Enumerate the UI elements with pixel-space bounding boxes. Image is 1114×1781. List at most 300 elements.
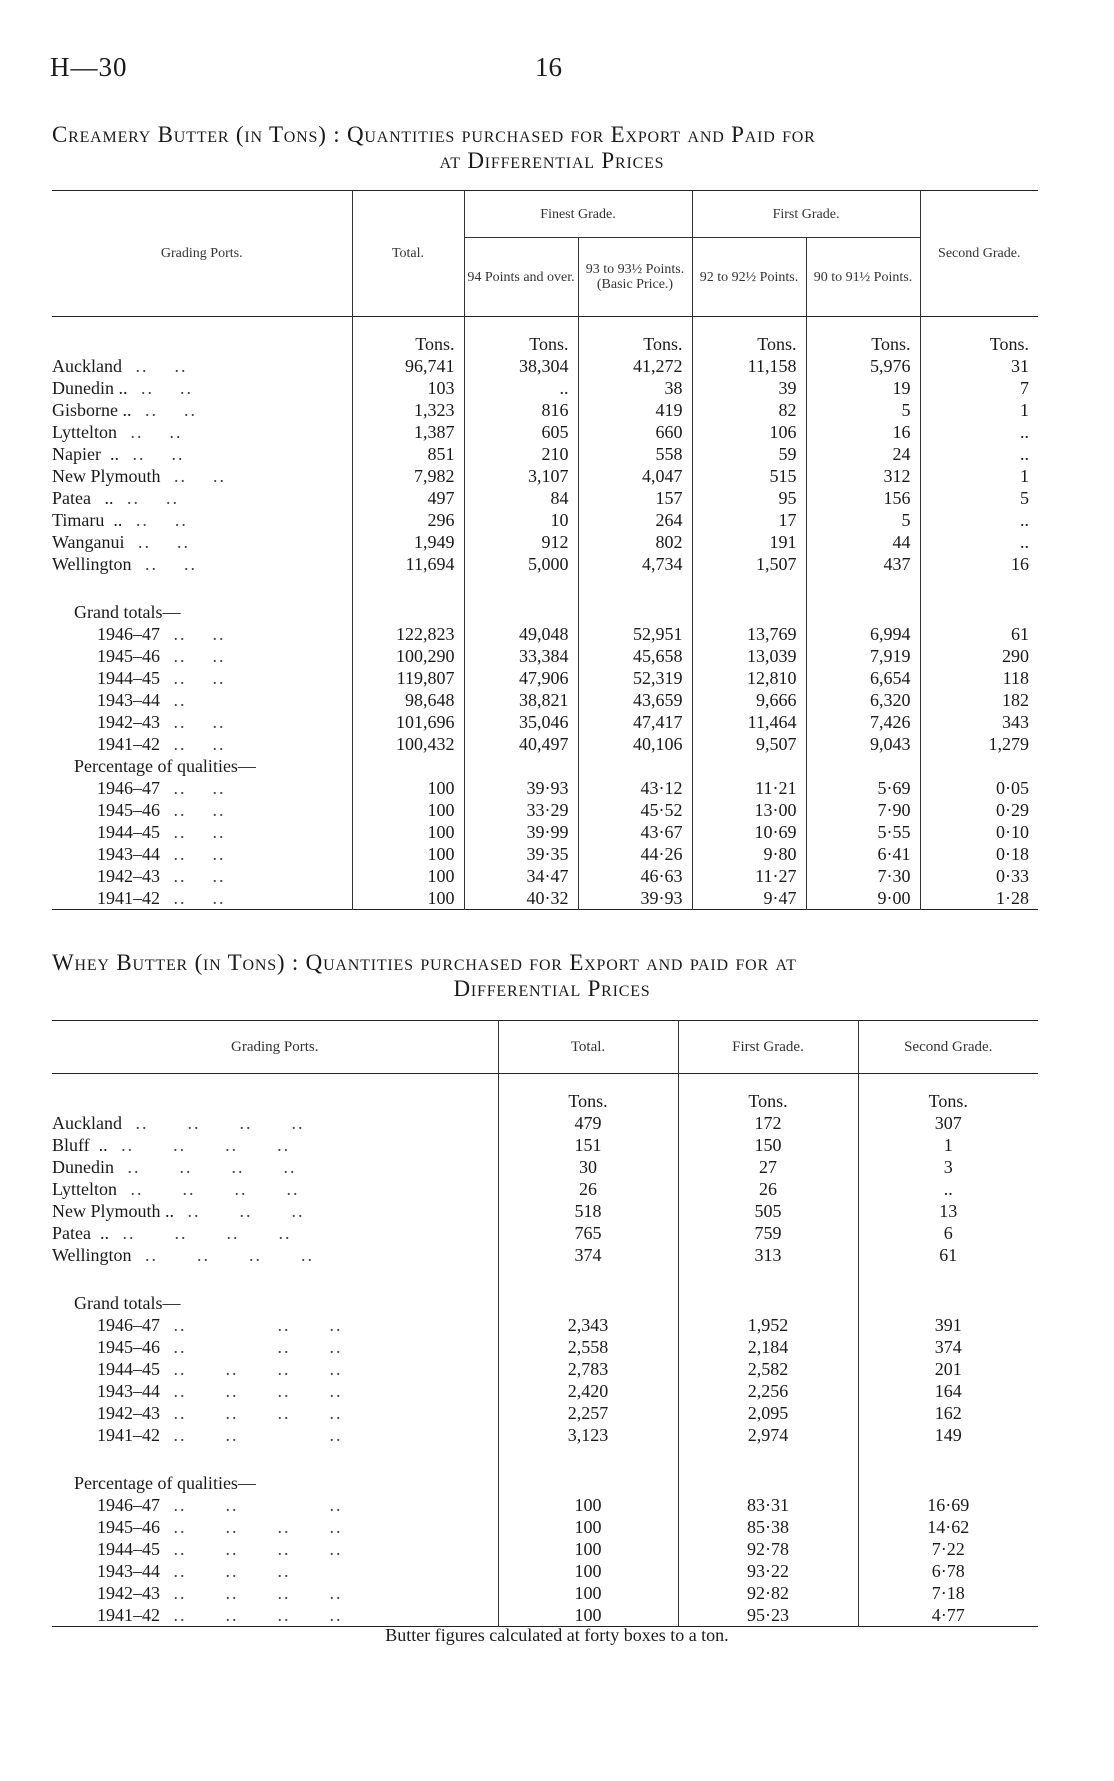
value-cell: 49,048	[464, 623, 578, 645]
table-row	[52, 1336, 1038, 1358]
leader-dots: .. .. .. ..	[173, 1403, 343, 1423]
value-cell: 4·77	[858, 1604, 1038, 1627]
table-row	[52, 843, 1038, 865]
row-label: 1941–42	[97, 1425, 160, 1445]
section-gap	[52, 1266, 1038, 1292]
row-label-cell	[52, 1336, 498, 1358]
value-cell: ..	[920, 443, 1038, 465]
value-cell: 13·00	[692, 799, 806, 821]
value-cell: 157	[578, 487, 692, 509]
value-cell: ..	[858, 1178, 1038, 1200]
value-cell: 106	[692, 421, 806, 443]
value-cell: 103	[352, 377, 464, 399]
unit-label: Tons.	[920, 317, 1038, 356]
row-label: 1942–43	[97, 1403, 160, 1423]
value-cell: 11·27	[692, 865, 806, 887]
value-cell: 30	[498, 1156, 678, 1178]
gap-cell	[692, 575, 806, 601]
col-header-94-points: 94 Points and over.	[464, 238, 578, 317]
row-label-cell	[52, 865, 352, 887]
value-cell: 479	[498, 1112, 678, 1134]
leader-dots: .. ..	[173, 888, 226, 908]
row-label-cell	[52, 689, 352, 711]
leader-dots: .. ..	[138, 532, 191, 552]
leader-dots: .. ..	[135, 510, 188, 530]
value-cell: 2,783	[498, 1358, 678, 1380]
row-label-cell	[52, 623, 352, 645]
row-label-cell	[52, 1380, 498, 1402]
value-cell: 6,994	[806, 623, 920, 645]
row-label-cell	[52, 465, 352, 487]
value-cell: 1,387	[352, 421, 464, 443]
table-row	[52, 399, 1038, 421]
row-label: Auckland	[52, 1113, 122, 1133]
value-cell: 5·55	[806, 821, 920, 843]
value-cell: 0·18	[920, 843, 1038, 865]
row-label: Wellington	[52, 1245, 132, 1265]
section-heading: Grand totals—	[74, 602, 181, 622]
leader-dots: .. .. ..	[173, 1337, 343, 1357]
value-cell: 374	[858, 1336, 1038, 1358]
col-header-finest-grade: Finest Grade.	[464, 191, 692, 238]
col-header-second-grade: Second Grade.	[920, 191, 1038, 317]
row-label-cell	[52, 887, 352, 910]
table-row	[52, 355, 1038, 377]
table-row	[52, 1244, 1038, 1266]
leader-dots: .. ..	[173, 778, 226, 798]
empty-cell	[920, 755, 1038, 777]
creamery-totals-body	[52, 575, 1038, 755]
value-cell: 391	[858, 1314, 1038, 1336]
leader-dots: .. ..	[135, 356, 188, 376]
value-cell: 27	[678, 1156, 858, 1178]
units-row	[52, 317, 1038, 356]
value-cell: 34·47	[464, 865, 578, 887]
table-row	[52, 1604, 1038, 1627]
section-heading-row	[52, 601, 1038, 623]
gap-cell	[352, 575, 464, 601]
leader-dots: .. ..	[173, 712, 226, 732]
whey-totals-body	[52, 1266, 1038, 1446]
row-label: 1945–46	[97, 800, 160, 820]
section-heading: Percentage of qualities—	[74, 756, 256, 776]
table-row	[52, 1538, 1038, 1560]
whey-title-line1: Whey Butter (in Tons) : Quantities purchased for Export and paid for at	[52, 950, 797, 975]
gap-cell	[52, 575, 352, 601]
whey-percent-body	[52, 1446, 1038, 1627]
table-row	[52, 1358, 1038, 1380]
value-cell: 149	[858, 1424, 1038, 1446]
whey-table-header	[52, 1021, 1038, 1074]
leader-dots: .. .. .. ..	[173, 1359, 343, 1379]
row-label-cell	[52, 1156, 498, 1178]
value-cell: ..	[920, 531, 1038, 553]
value-cell: 0·29	[920, 799, 1038, 821]
row-label: Gisborne ..	[52, 400, 132, 420]
col-header-first-grade: First Grade.	[692, 191, 920, 238]
section-heading: Percentage of qualities—	[74, 1473, 256, 1493]
value-cell: 40,497	[464, 733, 578, 755]
empty-cell	[578, 755, 692, 777]
col-header-total: Total.	[498, 1021, 678, 1074]
value-cell: 100	[352, 799, 464, 821]
value-cell: 100	[352, 887, 464, 910]
value-cell: 151	[498, 1134, 678, 1156]
creamery-table	[52, 190, 1038, 910]
value-cell: 45,658	[578, 645, 692, 667]
leader-dots: .. ..	[173, 624, 226, 644]
value-cell: 558	[578, 443, 692, 465]
leader-dots: .. ..	[173, 844, 226, 864]
value-cell: 156	[806, 487, 920, 509]
empty-cell	[464, 601, 578, 623]
row-label-cell	[52, 553, 352, 575]
value-cell: 17	[692, 509, 806, 531]
value-cell: 7·90	[806, 799, 920, 821]
value-cell: 2,558	[498, 1336, 678, 1358]
whey-title-line2: Differential Prices	[453, 976, 651, 1001]
value-cell: 101,696	[352, 711, 464, 733]
value-cell: 33·29	[464, 799, 578, 821]
value-cell: 296	[352, 509, 464, 531]
value-cell: 343	[920, 711, 1038, 733]
page-number: 16	[535, 52, 562, 82]
value-cell: 46·63	[578, 865, 692, 887]
unit-label: Tons.	[352, 317, 464, 356]
leader-dots: .. ..	[173, 668, 226, 688]
empty-cell	[920, 601, 1038, 623]
value-cell: 816	[464, 399, 578, 421]
table-row	[52, 465, 1038, 487]
empty-cell	[806, 601, 920, 623]
value-cell: 100	[498, 1560, 678, 1582]
value-cell: 11,464	[692, 711, 806, 733]
value-cell: 3,107	[464, 465, 578, 487]
value-cell: 16	[920, 553, 1038, 575]
value-cell: 100	[352, 821, 464, 843]
leader-dots: .. .. ..	[173, 1495, 343, 1515]
value-cell: 660	[578, 421, 692, 443]
value-cell: 100	[498, 1582, 678, 1604]
value-cell: 13,039	[692, 645, 806, 667]
value-cell: 98,648	[352, 689, 464, 711]
value-cell: 2,095	[678, 1402, 858, 1424]
row-label: Patea ..	[52, 1223, 109, 1243]
value-cell: 43·67	[578, 821, 692, 843]
value-cell: 100	[498, 1604, 678, 1627]
table-row	[52, 1560, 1038, 1582]
creamery-title-line2: at Differential Prices	[439, 148, 665, 173]
value-cell: 3	[858, 1156, 1038, 1178]
table-row	[52, 887, 1038, 910]
leader-dots: .. .. .. ..	[127, 1157, 297, 1177]
leader-dots: .. .. ..	[173, 1425, 343, 1445]
value-cell: 100,290	[352, 645, 464, 667]
value-cell: 605	[464, 421, 578, 443]
empty-cell	[858, 1292, 1038, 1314]
row-label: 1942–43	[97, 712, 160, 732]
value-cell: 92·78	[678, 1538, 858, 1560]
empty-cell	[352, 755, 464, 777]
value-cell: 9·80	[692, 843, 806, 865]
row-label-cell	[52, 1244, 498, 1266]
value-cell: 0·05	[920, 777, 1038, 799]
row-label-cell	[52, 421, 352, 443]
unit-label: Tons.	[858, 1074, 1038, 1113]
value-cell: 12,810	[692, 667, 806, 689]
leader-dots: .. .. .. ..	[173, 1583, 343, 1603]
value-cell: 119,807	[352, 667, 464, 689]
row-label-cell	[52, 1560, 498, 1582]
value-cell: 7	[920, 377, 1038, 399]
row-label: New Plymouth ..	[52, 1201, 175, 1221]
row-label-cell	[52, 531, 352, 553]
value-cell: 43,659	[578, 689, 692, 711]
row-label-cell	[52, 1402, 498, 1424]
unit-label: Tons.	[806, 317, 920, 356]
row-label-cell	[52, 1538, 498, 1560]
value-cell: 759	[678, 1222, 858, 1244]
value-cell: 162	[858, 1402, 1038, 1424]
value-cell: 100	[352, 843, 464, 865]
value-cell: 16·69	[858, 1494, 1038, 1516]
value-cell: 47,906	[464, 667, 578, 689]
value-cell: 24	[806, 443, 920, 465]
leader-dots: .. ..	[173, 800, 226, 820]
leader-dots: .. .. .. ..	[121, 1135, 291, 1155]
table-row	[52, 1494, 1038, 1516]
value-cell: 52,319	[578, 667, 692, 689]
value-cell: 96,741	[352, 355, 464, 377]
value-cell: 1	[920, 399, 1038, 421]
creamery-title-line1: Creamery Butter (in Tons) : Quantities purchased for Export and Paid for	[52, 122, 816, 147]
value-cell: 307	[858, 1112, 1038, 1134]
value-cell: 6	[858, 1222, 1038, 1244]
row-label-cell	[52, 377, 352, 399]
gap-cell	[806, 575, 920, 601]
row-label-cell	[52, 1604, 498, 1627]
row-label-cell	[52, 645, 352, 667]
leader-dots: .. .. .. ..	[135, 1113, 305, 1133]
row-label-cell	[52, 487, 352, 509]
row-label-cell	[52, 1582, 498, 1604]
row-label: 1944–45	[97, 1359, 160, 1379]
gap-cell	[678, 1266, 858, 1292]
value-cell: 100,432	[352, 733, 464, 755]
row-label: 1941–42	[97, 1605, 160, 1625]
unit-label: Tons.	[578, 317, 692, 356]
table-row	[52, 799, 1038, 821]
row-label-cell	[52, 733, 352, 755]
leader-dots: .. .. .. ..	[173, 1605, 343, 1625]
leader-dots: .. ..	[145, 400, 197, 420]
value-cell: ..	[920, 509, 1038, 531]
value-cell: 14·62	[858, 1516, 1038, 1538]
value-cell: 10·69	[692, 821, 806, 843]
value-cell: 84	[464, 487, 578, 509]
empty-cell	[578, 601, 692, 623]
value-cell: 290	[920, 645, 1038, 667]
value-cell: 264	[578, 509, 692, 531]
row-label-cell	[52, 799, 352, 821]
creamery-title	[52, 122, 1052, 174]
section-gap	[52, 575, 1038, 601]
value-cell: 38	[578, 377, 692, 399]
value-cell: 39·99	[464, 821, 578, 843]
value-cell: 1,507	[692, 553, 806, 575]
leader-dots: .. .. .. ..	[145, 1245, 315, 1265]
row-label: Napier ..	[52, 444, 119, 464]
value-cell: 11,158	[692, 355, 806, 377]
value-cell: 11,694	[352, 553, 464, 575]
row-label: 1942–43	[97, 866, 160, 886]
table-row	[52, 623, 1038, 645]
table-row	[52, 1516, 1038, 1538]
value-cell: 100	[498, 1538, 678, 1560]
row-label-cell	[52, 843, 352, 865]
value-cell: 31	[920, 355, 1038, 377]
section-heading-row	[52, 755, 1038, 777]
row-label: 1946–47	[97, 1315, 160, 1335]
table-row	[52, 421, 1038, 443]
table-row	[52, 1314, 1038, 1336]
leader-dots: .. ..	[126, 488, 179, 508]
value-cell: 1·28	[920, 887, 1038, 910]
value-cell: 4,734	[578, 553, 692, 575]
value-cell: 9·00	[806, 887, 920, 910]
table-row	[52, 443, 1038, 465]
empty-cell	[692, 755, 806, 777]
units-spacer	[52, 317, 352, 356]
value-cell: ..	[464, 377, 578, 399]
row-label-cell	[52, 509, 352, 531]
value-cell: 122,823	[352, 623, 464, 645]
leader-dots: .. ..	[174, 466, 227, 486]
row-label: Wanganui	[52, 532, 125, 552]
table-row	[52, 1156, 1038, 1178]
leader-dots: .. ..	[130, 422, 183, 442]
empty-cell	[678, 1472, 858, 1494]
value-cell: 419	[578, 399, 692, 421]
table-row	[52, 1134, 1038, 1156]
value-cell: 1,952	[678, 1314, 858, 1336]
value-cell: 374	[498, 1244, 678, 1266]
value-cell: 39·93	[464, 777, 578, 799]
gap-cell	[498, 1266, 678, 1292]
gap-cell	[920, 575, 1038, 601]
row-label: 1942–43	[97, 1583, 160, 1603]
value-cell: 912	[464, 531, 578, 553]
value-cell: 2,256	[678, 1380, 858, 1402]
value-cell: 518	[498, 1200, 678, 1222]
unit-label: Tons.	[464, 317, 578, 356]
value-cell: 118	[920, 667, 1038, 689]
gap-cell	[52, 1266, 498, 1292]
row-label: Wellington	[52, 554, 132, 574]
value-cell: 312	[806, 465, 920, 487]
value-cell: 150	[678, 1134, 858, 1156]
value-cell: 59	[692, 443, 806, 465]
value-cell: 505	[678, 1200, 858, 1222]
value-cell: 61	[920, 623, 1038, 645]
col-header-grading-ports: Grading Ports.	[231, 1038, 319, 1055]
value-cell: 0·10	[920, 821, 1038, 843]
row-label-cell	[52, 1516, 498, 1538]
value-cell: 201	[858, 1358, 1038, 1380]
leader-dots: .. .. .. ..	[173, 1539, 343, 1559]
value-cell: 1	[858, 1134, 1038, 1156]
value-cell: 39	[692, 377, 806, 399]
row-label-cell	[52, 711, 352, 733]
row-label: 1943–44	[97, 1561, 160, 1581]
leader-dots: .. ..	[173, 734, 226, 754]
gap-cell	[498, 1446, 678, 1472]
row-label: Lyttelton	[52, 422, 117, 442]
empty-cell	[692, 601, 806, 623]
value-cell: 0·33	[920, 865, 1038, 887]
section-gap	[52, 1446, 1038, 1472]
row-label-cell	[52, 667, 352, 689]
value-cell: 100	[498, 1494, 678, 1516]
row-label-cell	[52, 1178, 498, 1200]
leader-dots: ..	[173, 690, 187, 710]
unit-label: Tons.	[692, 317, 806, 356]
value-cell: 7·22	[858, 1538, 1038, 1560]
value-cell: 172	[678, 1112, 858, 1134]
creamery-percent-body	[52, 755, 1038, 910]
value-cell: 2,974	[678, 1424, 858, 1446]
row-label: 1945–46	[97, 1517, 160, 1537]
unit-label: Tons.	[498, 1074, 678, 1113]
value-cell: 3,123	[498, 1424, 678, 1446]
value-cell: 1	[920, 465, 1038, 487]
value-cell: 38,821	[464, 689, 578, 711]
row-label-cell	[52, 443, 352, 465]
value-cell: 1,323	[352, 399, 464, 421]
col-header-93-points: 93 to 93½ Points. (Basic Price.)	[578, 238, 692, 317]
gap-cell	[464, 575, 578, 601]
row-label-cell	[52, 1112, 498, 1134]
value-cell: 10	[464, 509, 578, 531]
row-label-cell	[52, 821, 352, 843]
value-cell: 19	[806, 377, 920, 399]
value-cell: 7,982	[352, 465, 464, 487]
value-cell: 43·12	[578, 777, 692, 799]
value-cell: 7,919	[806, 645, 920, 667]
value-cell: 100	[352, 865, 464, 887]
row-label-cell	[52, 1134, 498, 1156]
row-label: Dunedin	[52, 1157, 114, 1177]
value-cell: 515	[692, 465, 806, 487]
value-cell: 191	[692, 531, 806, 553]
table-row	[52, 1112, 1038, 1134]
col-header-first-grade: First Grade.	[678, 1021, 858, 1074]
gap-cell	[858, 1446, 1038, 1472]
row-label-cell	[52, 399, 352, 421]
value-cell: 497	[352, 487, 464, 509]
value-cell: 802	[578, 531, 692, 553]
row-label-cell	[52, 777, 352, 799]
value-cell: 9,666	[692, 689, 806, 711]
row-label-cell	[52, 355, 352, 377]
units-spacer	[52, 1074, 498, 1113]
whey-title	[52, 950, 1052, 1002]
value-cell: 2,582	[678, 1358, 858, 1380]
col-header-grading-ports: Grading Ports.	[160, 246, 243, 261]
section-heading-row	[52, 1472, 1038, 1494]
value-cell: 6·41	[806, 843, 920, 865]
table-row	[52, 487, 1038, 509]
